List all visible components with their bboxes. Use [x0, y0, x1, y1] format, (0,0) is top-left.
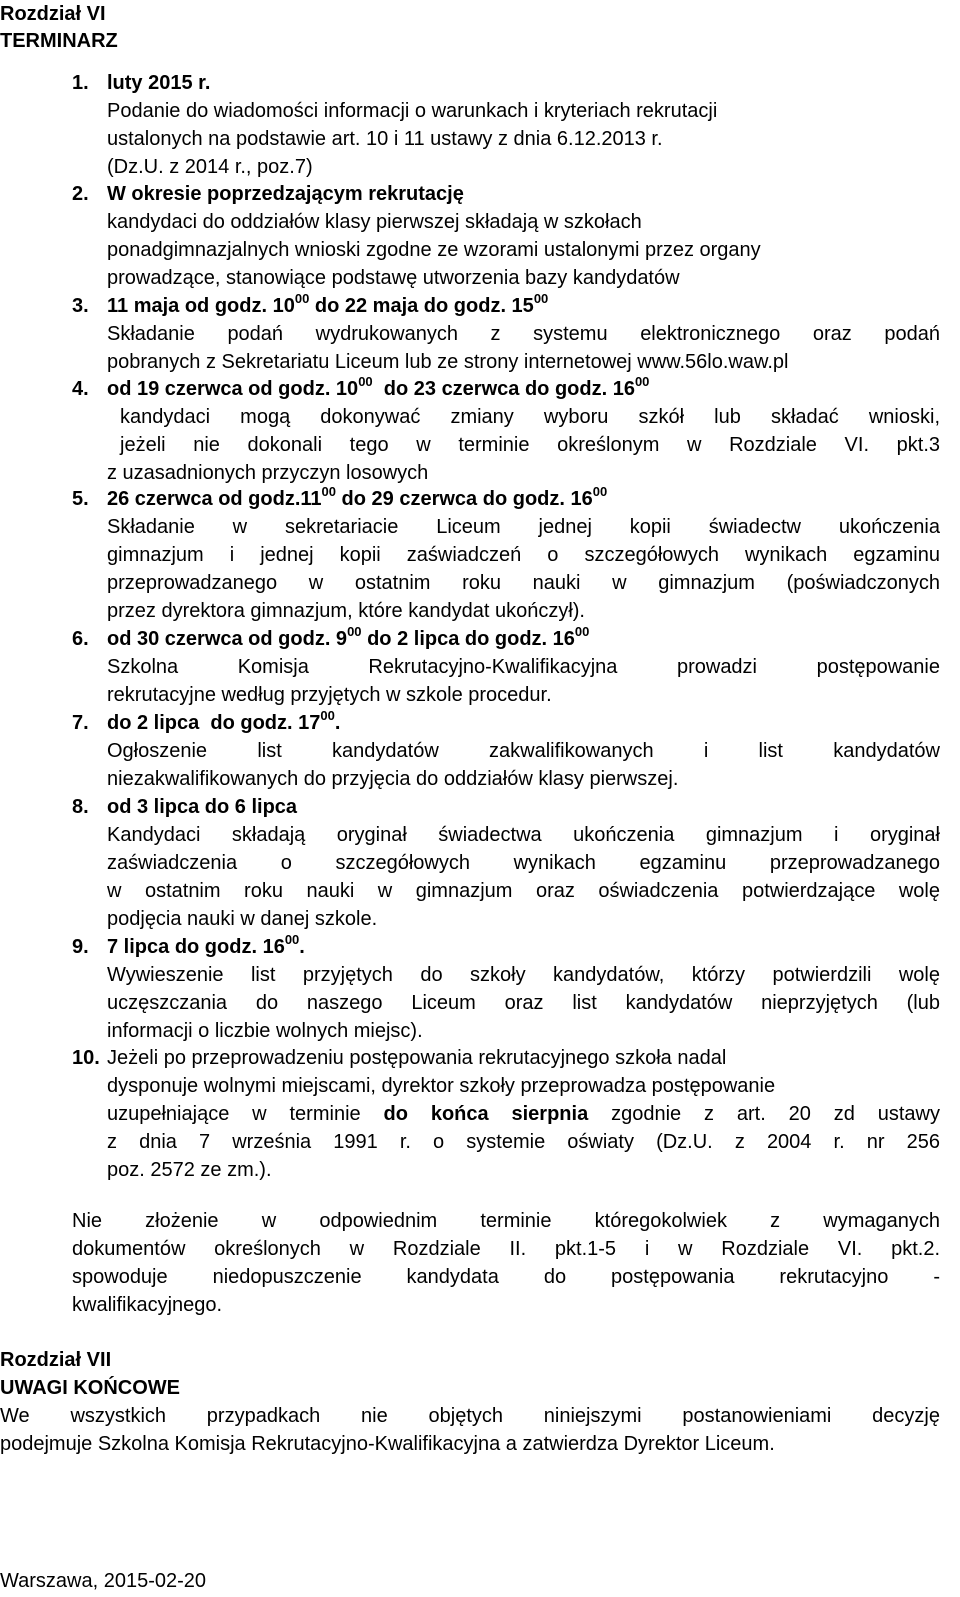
section7-line: podejmuje Szkolna Komisja Rekrutacyjno-Kwalifikacyjna a zatwierdza Dyrektor Liceum.	[0, 1433, 775, 1455]
item10-line: dysponuje wolnymi miejscami, dyrektor szkoły przeprowadza postępowanie	[107, 1075, 776, 1097]
item10-line: z dnia 7 września 1991 r. o systemie oświaty (Dz.U. z 2004 r. nr 256	[107, 1131, 940, 1153]
item9-date: 7 lipca do godz. $16^{00}$.	[107, 932, 305, 958]
item9-number: 9.	[72, 936, 89, 958]
item10-line: Jeżeli po przeprowadzeniu postępowania rekrutacyjnego szkoła nadal	[107, 1047, 727, 1069]
item4-line: jeżeli nie dokonali tego w terminie określonym w Rozdziale VI. pkt.3	[120, 434, 940, 456]
item10-number: 10.	[72, 1047, 100, 1069]
item3-line: Składanie podań wydrukowanych z systemu elektronicznego oraz podań	[107, 323, 940, 345]
item4-number: 4.	[72, 378, 89, 400]
item9-line: Wywieszenie list przyjętych do szkoły kandydatów, którzy potwierdzili wolę	[107, 964, 940, 986]
item2-heading: W okresie poprzedzającym rekrutację	[107, 183, 464, 205]
item6-date: od 30 czerwca od godz. $9^{00}$ do 2 lipca do godz. $16^{00}$	[107, 624, 590, 650]
item2-line: kandydaci do oddziałów klasy pierwszej składają w szkołach	[107, 211, 642, 233]
item10-line: poz. 2572 ze zm.).	[107, 1159, 272, 1181]
item6-line: Szkolna Komisja Rekrutacyjno-Kwalifikacyjna prowadzi postępowanie	[107, 656, 940, 678]
item5-line: Składanie w sekretariacie Liceum jednej kopii świadectw ukończenia	[107, 516, 940, 538]
item7-number: 7.	[72, 712, 89, 734]
item3-line: pobranych z Sekretariatu Liceum lub ze strony internetowej www.56lo.waw.pl	[107, 351, 789, 373]
item2-line: ponadgimnazjalnych wnioski zgodne ze wzorami ustalonymi przez organy	[107, 239, 761, 261]
item10-line: uzupełniające w terminie do końca sierpnia zgodnie z art. 20 zd ustawy	[107, 1103, 940, 1125]
item1-number: 1.	[72, 72, 89, 94]
item5-line: przez dyrektora gimnazjum, które kandydat ukończył).	[107, 600, 585, 622]
section7-heading: Rozdział VII	[0, 1349, 112, 1371]
note-line: spowoduje niedopuszczenie kandydata do postępowania rekrutacyjno -	[72, 1266, 940, 1288]
item1-line: Podanie do wiadomości informacji o warunkach i kryteriach rekrutacji	[107, 100, 718, 122]
item8-line: podjęcia nauki w danej szkole.	[107, 908, 378, 930]
item4-line: kandydaci mogą dokonywać zmiany wyboru szkół lub składać wnioski,	[120, 406, 940, 428]
item7-date: do 2 lipca do godz. $17^{00}$.	[107, 708, 341, 734]
section6-title: TERMINARZ	[0, 30, 118, 52]
item8-line: Kandydaci składają oryginał świadectwa ukończenia gimnazjum i oryginał	[107, 824, 940, 846]
item9-line: uczęszczania do naszego Liceum oraz list kandydatów nieprzyjętych (lub	[107, 992, 940, 1014]
item7-line: niezakwalifikowanych do przyjęcia do oddziałów klasy pierwszej.	[107, 768, 679, 790]
item4-line: z uzasadnionych przyczyn losowych	[107, 462, 429, 484]
item5-line: przeprowadzanego w ostatnim roku nauki w gimnazjum (poświadczonych	[107, 572, 940, 594]
note-line: Nie złożenie w odpowiednim terminie któregokolwiek z wymaganych	[72, 1210, 940, 1232]
item9-line: informacji o liczbie wolnych miejsc).	[107, 1020, 423, 1042]
item2-line: prowadzące, stanowiące podstawę utworzenia bazy kandydatów	[107, 267, 680, 289]
item8-date: od 3 lipca do 6 lipca	[107, 796, 298, 818]
item1-line: ustalonych na podstawie art. 10 i 11 ustawy z dnia 6.12.2013 r.	[107, 128, 663, 150]
item5-number: 5.	[72, 488, 89, 510]
item4-date: od 19 czerwca od godz. $10^{00}$ do 23 czerwca do godz. $16^{00}$	[107, 374, 650, 400]
note-line: kwalifikacyjnego.	[72, 1294, 223, 1316]
item8-line: zaświadczenia o szczegółowych wynikach egzaminu przeprowadzanego	[107, 852, 940, 874]
section6-heading: Rozdział VI	[0, 3, 106, 25]
item5-line: gimnazjum i jednej kopii zaświadczeń o szczegółowych wynikach egzaminu	[107, 544, 940, 566]
item1-date: luty 2015 r.	[107, 72, 211, 94]
item3-date: 11 maja od godz. $10^{00}$ do 22 maja do godz. $15^{00}$	[107, 291, 549, 317]
section7-line: We wszystkich przypadkach nie objętych niniejszymi postanowieniami decyzję	[0, 1405, 940, 1427]
item6-number: 6.	[72, 628, 89, 650]
footer-place-date: Warszawa, 2015-02-20	[0, 1570, 207, 1592]
item8-line: w ostatnim roku nauki w gimnazjum oraz oświadczenia potwierdzające wolę	[107, 880, 940, 902]
item7-line: Ogłoszenie list kandydatów zakwalifikowanych i list kandydatów	[107, 740, 940, 762]
item8-number: 8.	[72, 796, 89, 818]
item6-line: rekrutacyjne według przyjętych w szkole procedur.	[107, 684, 552, 706]
item1-line: (Dz.U. z 2014 r., poz.7)	[107, 156, 313, 178]
section7-title: UWAGI KOŃCOWE	[0, 1377, 180, 1399]
item3-number: 3.	[72, 295, 89, 317]
item2-number: 2.	[72, 183, 89, 205]
item5-date: 26 czerwca od $godz.11^{00}$ do 29 czerwca do godz. $16^{00}$	[107, 484, 608, 510]
note-line: dokumentów określonych w Rozdziale II. pkt.1-5 i w Rozdziale VI. pkt.2.	[72, 1238, 940, 1260]
